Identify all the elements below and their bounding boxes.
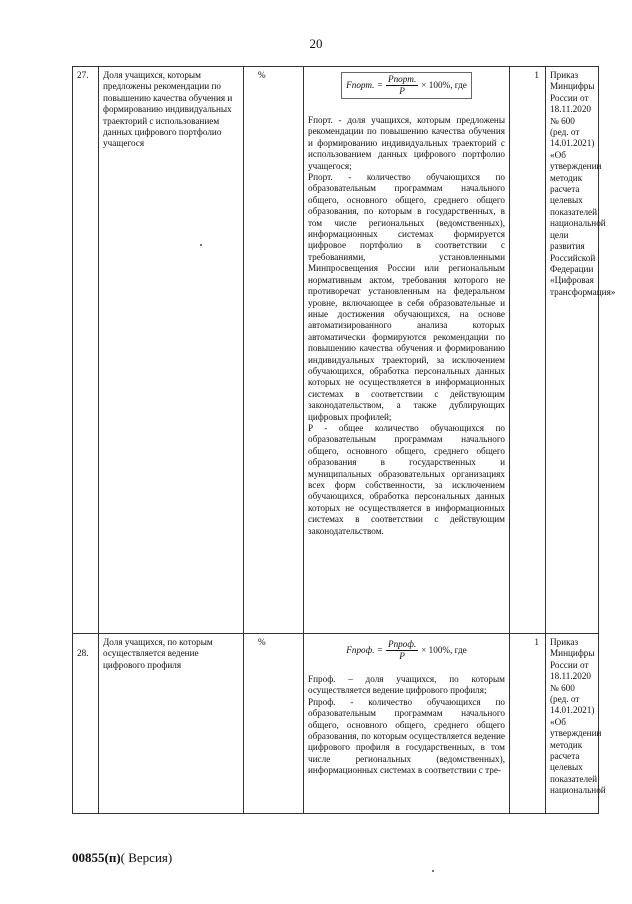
- formula-numerator: Pпорт.: [387, 74, 417, 84]
- indicator-name: Доля учащихся, по которым осуществляется ведение цифрового профиля: [103, 637, 213, 670]
- definition: P - общее количество обучающихся по образовательным программам начального общего, основного общего, среднего общего образования в государственных и муниципальных образовательных организациях всех форм собственности, за исключением обучающихся, обработка персональных данных которых не осуществляется в информационных системах в соответствии с действующим законодательством.: [308, 422, 505, 536]
- formula-lhs: Fпорт. =: [346, 79, 383, 90]
- legal-basis: Приказ Минцифры России от 18.11.2020 № 600 (ред. от 14.01.2021) «Об утверждении методик расчета целевых показателей национальной цели развития Российской Федерации «Цифровая трансформация»: [546, 67, 599, 634]
- indicator-name: Доля учащихся, которым предложены рекомендации по повышению качества обучения и формированию индивидуальных траекторий с использованием данных цифрового портфолио учащегося: [103, 70, 233, 149]
- formula: [308, 72, 505, 99]
- indicator-unit: %: [244, 634, 304, 814]
- formula-denominator: P: [399, 651, 405, 661]
- definition: Pпорт. - количество обучающихся по образовательным программам начального общего, основного общего, среднего общего образования, по которым в государственных, в том числе региональных (ведомственных), информационных системах формируется цифровое портфолио в соответствии с требованиями, установленными Минпросвещения России или региональным нормативным актом, требования которого не противоречат установленным на федеральном уровне, включающее в себя образовательные и иные достижения обучающихся, на основе автоматизированного анализа которых автоматически формируются рекомендации по повышению качества обучения и формированию индивидуальных траекторий, за исключением обучающихся, обработка персональных данных которых не осуществляется в информационных системах в соответствии с действующим законодательством, а также дублирующих цифровых профилей;: [308, 172, 505, 422]
- legal-basis: Приказ Минцифры России от 18.11.2020 № 600 (ред. от 14.01.2021) «Об утверждении методик расчета целевых показателей национальной: [546, 634, 599, 814]
- formula-rhs: × 100%, где: [421, 644, 467, 655]
- formula-lhs: Fпроф. =: [346, 644, 383, 655]
- document-version: ( Версия): [120, 850, 173, 865]
- definition: Fпроф. – доля учащихся, по которым осуществляется ведение цифрового профиля;: [308, 674, 505, 696]
- formula-cell: [304, 67, 510, 634]
- formula-numerator: Pпроф.: [387, 639, 417, 649]
- scan-speck: [432, 870, 434, 872]
- formula: [308, 639, 505, 662]
- definition: Pпроф. - количество обучающихся по образовательным программам начального общего, основного общего, среднего общего образования, по которым осуществляется ведение цифрового профиля в государственных, в том числе региональных (ведомственных), информационных системах в соответствии с тре-: [308, 696, 505, 776]
- row-number: 27.: [73, 67, 99, 634]
- formula-rhs: × 100%, где: [421, 79, 467, 90]
- indicator-value: 1: [510, 634, 546, 814]
- document-code: 00855(п): [72, 850, 121, 865]
- row-number: 28.: [73, 634, 99, 814]
- table-row: [73, 634, 599, 814]
- definition: Fпорт. - доля учащихся, которым предложены рекомендации по повышению качества обучения и формированию индивидуальных траекторий с использованием данных цифрового портфолио учащегося;: [308, 115, 505, 171]
- formula-cell: [304, 634, 510, 814]
- indicator-unit: %: [244, 67, 304, 634]
- page-number: 20: [309, 36, 323, 51]
- table-row: [73, 67, 599, 634]
- document-footer: [72, 850, 172, 866]
- indicator-value: 1: [510, 67, 546, 634]
- scan-speck: [200, 244, 202, 246]
- indicators-table: [72, 66, 616, 814]
- formula-denominator: P: [399, 86, 405, 96]
